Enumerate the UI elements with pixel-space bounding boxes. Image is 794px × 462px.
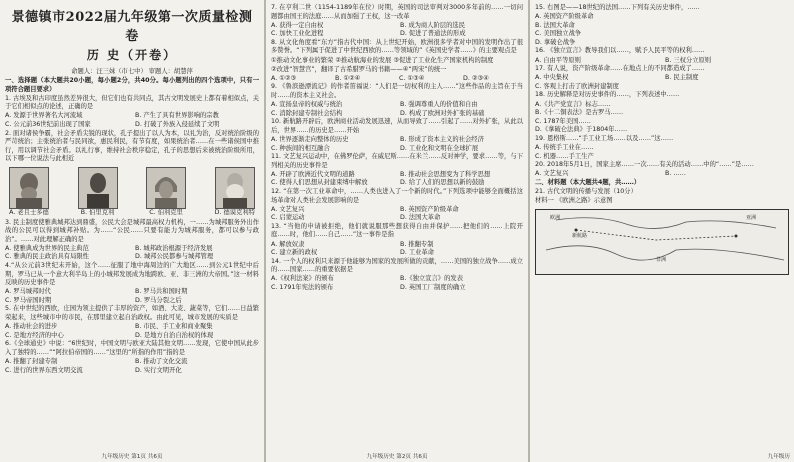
exam-subtitle: 历 史（开卷） xyxy=(86,48,178,62)
option: A. 宣扬皇帝的权威与统治 xyxy=(271,101,343,109)
option: D. 法国大革命 xyxy=(400,214,441,222)
option: A. 开辟了欧洲近代文明的道路 xyxy=(271,170,355,178)
portrait-caption: C. 伯利克里 xyxy=(149,208,183,216)
option: A. 使雅典成为世界的民主典范 xyxy=(5,244,89,252)
question-8-item: ①推动文化事业的繁荣 ②推动航海业的发展 ③促进了工业化生产国家机构的制度 xyxy=(271,56,494,64)
option: A.《共产党宣言》标志…… xyxy=(535,100,611,108)
question-9-options xyxy=(271,101,523,118)
option: B. 强调尊重人的价值和自由 xyxy=(400,101,478,109)
option: C. 进行的世界东西文明交流 xyxy=(5,366,83,374)
portrait-image xyxy=(215,167,255,209)
question-8-item: ②改进“智慧宫”，翻译了古希腊罗马的书籍——④“两宋”的统一 xyxy=(271,65,447,73)
option: C. 种族间的相互融合 xyxy=(271,144,330,152)
question-6: 6.《全球通史》中说：“6世纪时，中国文明与欧亚大陆其他文明……发现，它使中国从此步入了独特的……”“阿拉伯帝国的……”这里的“所指的作用”指的是 xyxy=(5,340,259,356)
question-12-options xyxy=(271,206,523,223)
option: C. 使得人们思想从封建束缚中解放 xyxy=(271,179,368,187)
question-1: 1. 古埃及和古印度虽然差异很大，但它们也有共同点，其古文明发展史上都有着相似点，关于它们相似点的论述，正确的是 xyxy=(5,94,259,111)
option: D. 拿破仑战争 xyxy=(535,38,576,46)
option: D. 英国工厂制度的确立 xyxy=(400,284,466,291)
option: C. 1787年美国…… xyxy=(535,117,591,125)
option: B.《十二铜表法》是古罗马…… xyxy=(535,109,624,117)
option: D.《拿破仑法典》于1804年…… xyxy=(535,126,628,134)
portrait-c xyxy=(146,167,186,218)
option: B. 市民、手工业和商业聚集 xyxy=(135,323,213,331)
portrait-image xyxy=(146,167,186,209)
option: B. 罗马共和国时期 xyxy=(135,288,188,296)
question-4: 4.“从公元前3世纪末开始，这个……征服了地中海周边的广大地区……到公元1世纪中后期，罗马已从一个意大利半岛上的小城邦发展成为地跨欧、亚、非三洲的大帝国。”这一材料反映的历史事件是 xyxy=(5,262,259,287)
exam-meta: 命题人：汪三妹（市七中） 审题人：胡慧萍 xyxy=(71,68,193,75)
option: A. 推动社会的进步 xyxy=(5,323,58,331)
exam-page-1 xyxy=(0,0,264,462)
question-21: 21. 古代文明的传播与发展（10分） xyxy=(535,187,637,195)
question-19: 19. 恩格斯……“手工业工场……以及……”这…… xyxy=(535,134,674,142)
exam-page-3 xyxy=(530,0,794,462)
option: B. 英国资产阶级革命 xyxy=(400,205,459,213)
option: D. 工业化和文明在全球扩展 xyxy=(400,144,479,152)
question-16-options xyxy=(535,57,789,66)
option: A. ①②③ xyxy=(271,74,297,82)
option: C. 启蒙运动 xyxy=(271,214,305,222)
question-1-options xyxy=(5,112,259,129)
option: D. 促进了普通法的形成 xyxy=(400,30,466,38)
option: C. 美国独立战争 xyxy=(535,30,582,38)
portrait-caption: D. 德谟克利特 xyxy=(214,208,255,216)
option: C. 消除封建专制社会结构 xyxy=(271,109,343,117)
question-14-options xyxy=(271,275,523,292)
option: D. 实行文明开化 xyxy=(135,366,182,374)
question-19-options xyxy=(535,144,789,161)
option: D. 工业革命 xyxy=(400,249,435,257)
option: C. 客观上打击了欧洲封建制度 xyxy=(535,82,619,90)
question-3-options xyxy=(5,245,259,262)
option: A. 中央集权 xyxy=(535,74,569,82)
section-heading: 二、材料题（本大题共4题，共……） xyxy=(535,178,641,186)
question-6-options xyxy=(5,358,259,375)
question-15-options xyxy=(535,13,789,47)
question-4-options xyxy=(5,288,259,305)
page-footer: 九年级历史 第1页 共6页 xyxy=(101,454,163,460)
option: B. 法国大革命 xyxy=(535,21,575,29)
option: B. 三权分立原则 xyxy=(665,56,712,64)
question-2: 2. 面对诸侯争霸，社会矛盾尖锐的现状，孔子提出了以人为本，以礼为治，反对统治阶级的严苛统治；主张统治者与民同欲，惠民利民，有节有度，如果统治者……在一些诸侯国中推行，用以调节社会矛盾。以礼行事，维持社会秩序稳定，孔子的思想后来被统治阶级所用，以下哪一位说法与此相近 xyxy=(5,129,259,163)
option: A. 文艺复兴 xyxy=(535,170,569,178)
map-label: 新航路 xyxy=(572,232,588,239)
question-15: 15. 右图是——18世纪的法国……下列有关历史事件，…… xyxy=(535,4,700,11)
map-label: 亚洲 xyxy=(746,214,757,221)
option: D. 给了人们的思想以新的鼓励 xyxy=(400,179,485,187)
question-5-options xyxy=(5,323,259,340)
page-footer: 九年级历 xyxy=(767,454,790,460)
option: A. 文艺复兴 xyxy=(271,205,305,213)
option: A. 自由平等原则 xyxy=(535,56,581,64)
portrait-d xyxy=(215,167,255,218)
portrait-image xyxy=(78,167,118,209)
question-7-options xyxy=(271,22,523,39)
option: B. 产生了具有世界影响的宗教 xyxy=(135,112,219,120)
option: B. 形成了资本主义的社会经济 xyxy=(400,135,484,143)
option: A. 传统手工业在…… xyxy=(535,144,594,151)
question-17-options xyxy=(535,74,789,91)
option: A. 发源于世界著名大河流域 xyxy=(5,112,83,120)
portrait-image xyxy=(9,167,49,209)
option: A. 世界逐渐走向整体的历史 xyxy=(271,135,349,143)
question-8: 8. 从文化角度看“东方”指古代中国：从上世纪开始，欧洲很多学者对中国的发明作出了很多赞誉。“下列属于促进了中世纪西欧的……等领域的”《英国史学者……》的主要观点是 xyxy=(271,38,523,55)
question-20: 20. 2018年5月1日，国家主席……一次……有关的活动……中的“……”是…… xyxy=(535,161,754,169)
option: A. 英国资产阶级革命 xyxy=(535,13,594,21)
question-18: 18. 历史解释是对历史事件的……，下列表述中…… xyxy=(535,91,680,99)
option: D. 打破了外族入侵延续了文明 xyxy=(135,120,220,128)
option: C. 罗马帝国时期 xyxy=(5,296,52,304)
option: C. 雅典的民主政治具有局限性 xyxy=(5,253,89,261)
map-label: 欧洲 xyxy=(550,214,561,221)
option: C. ①③④ xyxy=(399,74,425,82)
option: C. 是地方经济的中心 xyxy=(5,331,64,339)
option: C. 公元前36世纪前出现了国家 xyxy=(5,120,91,128)
portrait-caption: A. 老且士多德 xyxy=(9,208,49,216)
section-heading: 一、选择题（本大题共20小题，每小题2分，共40分。每小题列出的四个选项中，只有一项符合题目要求） xyxy=(5,77,259,93)
option: A. 罗马城邦时代 xyxy=(5,288,51,296)
option: B.《独立宣言》的发表 xyxy=(400,275,463,283)
question-13: 13. “当他的申请被拒绝，他们就说服那些想获得自由并保护……把他们的……上院开庭……时，他们……自己……”这一事件是指 xyxy=(271,222,523,239)
material-caption: 材料一 《欧洲之路》示意图 xyxy=(535,197,613,205)
route-map xyxy=(535,209,789,275)
question-7: 7. 在亨利二世（1154-1189年在位）时期，英国的司法审判对3000多年前的……一切问题都由国王的法庭……从而加强了王权，这一改革 xyxy=(271,4,523,20)
question-17: 17. 有人说，资产阶级革命……在地点上的不同都造成了…… xyxy=(535,65,705,73)
option: B. 推翻专制 xyxy=(400,240,434,248)
option: D. ②③④ xyxy=(463,74,489,82)
option: B. ①②④ xyxy=(335,74,361,82)
option: D. 城邦公民都参与城邦管理 xyxy=(135,253,214,261)
option: B. 民主制度 xyxy=(665,74,699,82)
option: D. 是地方自治自治权的体现 xyxy=(135,331,214,339)
question-11-options xyxy=(271,171,523,188)
option: B. 成为商人阶层的选民 xyxy=(400,21,465,29)
option: D. 构成了欧洲对外扩张的基础 xyxy=(400,109,485,117)
portrait-b xyxy=(78,167,118,218)
option: C. 机器……手工生产 xyxy=(535,152,594,160)
question-3: 3. 民主制度使雅典城邦达到鼎盛，公民大会是城邦最高权力机构，一……为城邦服务外出作战的公民可以得到城邦补贴。为……“公民……只要有能力为城邦服务，都可以参与政治”。……对此理解正确的是 xyxy=(5,218,259,243)
option: C. 建立新的政权 xyxy=(271,249,318,257)
option: D. 罗马分裂之后 xyxy=(135,296,182,304)
page-footer: 九年级历史 第2页 共6页 xyxy=(366,454,428,460)
question-11: 11. 文艺复兴运动中，在佛罗伦萨，在威尼斯……在米兰……反对神学，要求……等，与下列相关的历史事件是 xyxy=(271,153,523,169)
option: C. 加快工业化进程 xyxy=(271,30,324,38)
portrait-row xyxy=(9,167,255,218)
portrait-caption: B. 伯里克利 xyxy=(80,208,115,216)
option: B. 推动了文化交流 xyxy=(135,358,188,366)
question-13-options xyxy=(271,241,523,258)
question-5: 5. 在中世纪的西欧，庄园为领主提供了丰厚的资产，如酒、大麦、蔬菜等，它们……日益繁荣起来，这些城市中的市民，在那里建立起自治政权。由此可见，城市发展的实质是 xyxy=(5,305,259,322)
portrait-a xyxy=(9,167,49,218)
option: B. …… xyxy=(665,170,686,178)
option: C. 1791年宪法的颁布 xyxy=(271,284,334,291)
exam-title: 景德镇市2022届九年级第一次质量检测卷 xyxy=(11,10,253,44)
question-12: 12. “在第一次工业革命中，……人类也进入了一个新的时代。”下列选项中能够全面概括这场革命对人类社会发展影响的是 xyxy=(271,187,523,204)
question-10-options xyxy=(271,136,523,153)
option: A.《权利法案》的颁布 xyxy=(271,275,334,283)
question-10: 10. 新航路开辟后，欧洲商业活动发展迅速，从而导致了……引起了……对外扩张，从此以后，世界……的历史是……开始 xyxy=(271,118,523,134)
question-14: 14. 一个人的权利只来源于他能够为国家的发展所做的贡献，……美国的独立战争……成立的……国家……的重要依据是 xyxy=(271,257,523,274)
question-18-options xyxy=(535,101,789,135)
option: B. 城邦政治根源于经济发展 xyxy=(135,244,213,252)
option: A. 解放奴隶 xyxy=(271,240,305,248)
option: A. 获得一定自由权 xyxy=(271,21,324,29)
option: B. 推动社会思想变为了科学思想 xyxy=(400,170,491,178)
question-9: 9. 《鲁滨逊漂流记》的作者笛福说：“人们是一切权利的主人……”这些作品的主旨在于当时……的资本主义社会。 xyxy=(271,83,523,99)
exam-page-2 xyxy=(266,0,528,462)
map-label: 非洲 xyxy=(656,256,667,263)
question-16: 16. 《独立宣言》教导我们以……，赋予人民平等的权利…… xyxy=(535,47,705,55)
question-20-options xyxy=(535,170,789,179)
option: A. 推翻了封建专制 xyxy=(5,358,58,366)
